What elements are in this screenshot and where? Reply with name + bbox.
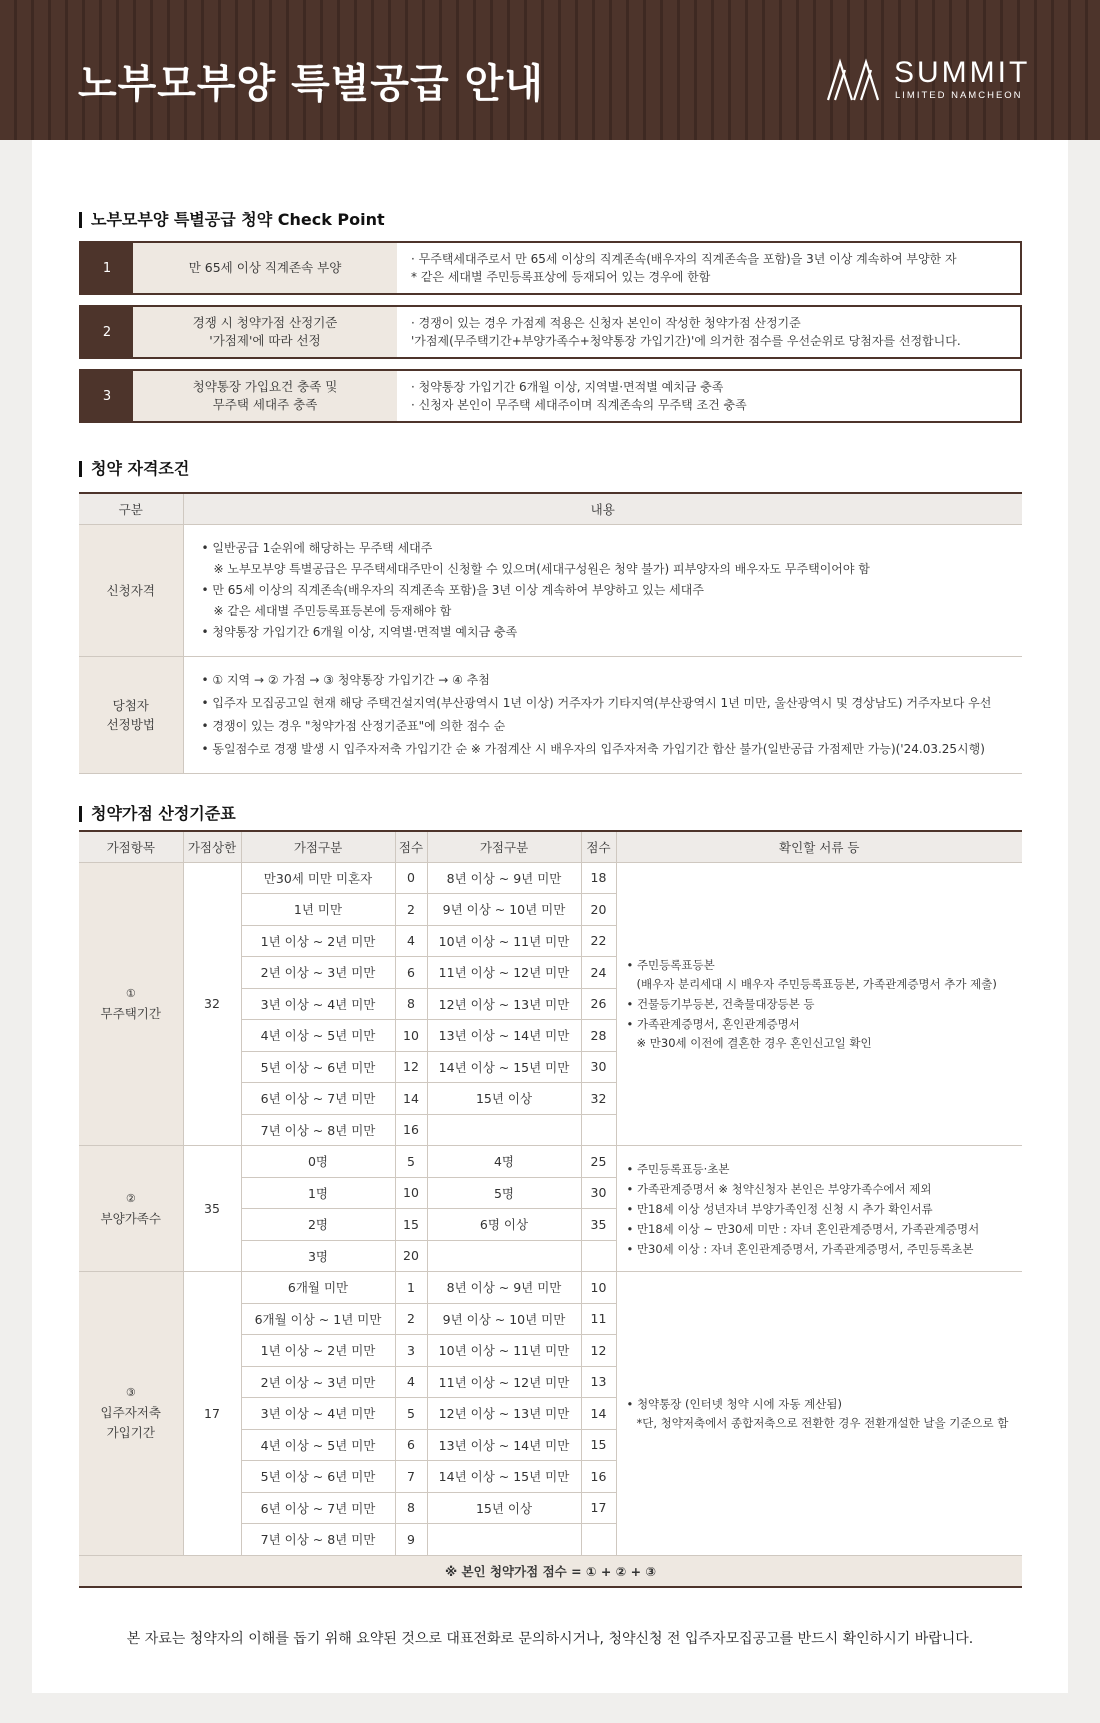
score-points: 8 [395,1492,427,1524]
eligibility-category [79,524,183,656]
checkpoint-number: 1 [81,243,133,293]
score-criteria: 1년 이상 ~ 2년 미만 [241,1335,395,1367]
checkpoint-number: 3 [81,371,133,421]
score-points: 32 [581,1083,616,1115]
document-line: • 만30세 이상 : 자녀 혼인관계증명서, 가족관계증명서, 주민등록초본 [626,1241,974,1256]
document-line: • 만18세 이상 ~ 만30세 미만 : 자녀 혼인관계증명서, 가족관계증명서 [626,1221,980,1236]
eligibility-table [79,492,1022,774]
score-points: 1 [395,1272,427,1304]
eligibility-line: • 만 65세 이상의 직계존속(배우자의 직계존속 포함)을 3년 이상 계속하여 부양하고 있는 세대주 [201,582,704,597]
score-category-name: 무주택기간 [100,1005,161,1021]
score-criteria: 12년 이상 ~ 13년 미만 [427,1398,581,1430]
score-points: 2 [395,1303,427,1335]
checkpoint-label-line: 청약통장 가입요건 충족 및 [192,379,338,394]
score-points: 2 [395,894,427,926]
score-criteria: 2년 이상 ~ 3년 미만 [241,1366,395,1398]
footer-notice: 본 자료는 청약자의 이해를 돕기 위해 요약된 것으로 대표전화로 문의하시거나, 청약신청 전 입주자모집공고를 반드시 확인하시기 바랍니다. [126,1631,974,1647]
score-points: 30 [581,1177,616,1209]
score-points: 5 [395,1398,427,1430]
score-documents [616,862,1022,1146]
document-line: • 청약통장 (인터넷 청약 시에 자동 계산됨) [626,1396,842,1411]
score-total-row [79,1555,1022,1587]
checkpoint-row [79,241,1022,295]
checkpoint-number: 2 [81,307,133,357]
score-criteria: 7년 이상 ~ 8년 미만 [241,1114,395,1146]
score-criteria: 11년 이상 ~ 12년 미만 [427,957,581,989]
score-header-cell: 점수 [395,831,427,862]
score-header-cell: 가점구분 [427,831,581,862]
eligibility-header-category: 구분 [79,493,183,524]
score-criteria: 2년 이상 ~ 3년 미만 [241,957,395,989]
document-line: *단, 청약저축에서 종합저축으로 전환한 경우 전환개설한 날을 기준으로 함 [636,1415,1009,1430]
checkpoint-label [133,243,397,293]
score-points: 25 [581,1146,616,1178]
score-row [79,1146,1022,1178]
score-category-name: 입주자저축 [100,1405,161,1421]
eligibility-line: • ① 지역 → ② 가점 → ③ 청약통장 가입기간 → ④ 추첨 [201,672,490,687]
checkpoint-description-line: '가점제(무주택기간+부양가족수+청약통장 가입기간)'에 의거한 점수를 우선순위로 당첨자를 선정합니다. [411,334,961,348]
eligibility-category [79,656,183,773]
eligibility-row [79,656,1022,773]
score-points: 10 [395,1177,427,1209]
score-criteria: 2명 [241,1209,395,1241]
score-criteria: 7년 이상 ~ 8년 미만 [241,1524,395,1556]
score-criteria: 1년 이상 ~ 2년 미만 [241,925,395,957]
score-points: 3 [395,1335,427,1367]
score-header-cell: 가점항목 [79,831,183,862]
brand-name: SUMMIT [894,56,1031,89]
score-points: 28 [581,1020,616,1052]
eligibility-row [79,524,1022,656]
score-category-mark: ① [125,986,136,1000]
score-criteria: 9년 이상 ~ 10년 미만 [427,894,581,926]
score-points: 14 [395,1083,427,1115]
score-points [581,1524,616,1556]
score-criteria: 12년 이상 ~ 13년 미만 [427,988,581,1020]
checkpoint-label-line: '가점제'에 따라 선정 [209,333,321,348]
document-line: • 만18세 이상 성년자녀 부양가족인정 신청 시 추가 확인서류 [626,1201,933,1216]
score-header-cell: 확인할 서류 등 [616,831,1022,862]
score-criteria: 1명 [241,1177,395,1209]
score-points [581,1240,616,1272]
score-points: 6 [395,957,427,989]
score-criteria: 8년 이상 ~ 9년 미만 [427,1272,581,1304]
checkpoint-description-line: · 신청자 본인이 무주택 세대주이며 직계존속의 무주택 조건 충족 [411,398,747,412]
eligibility-line: ※ 노부모부양 특별공급은 무주택세대주만이 신청할 수 있으며(세대구성원은 청약 불가) 피부양자의 배우자도 무주택이어야 함 [213,561,870,576]
score-points: 12 [581,1335,616,1367]
score-criteria: 5명 [427,1177,581,1209]
score-criteria: 0명 [241,1146,395,1178]
score-criteria: 4명 [427,1146,581,1178]
score-criteria [427,1240,581,1272]
checkpoint-label-line: 경쟁 시 청약가점 산정기준 [192,315,338,330]
checkpoint-description [411,243,1014,293]
score-criteria: 13년 이상 ~ 14년 미만 [427,1020,581,1052]
header-banner [0,0,1100,140]
score-table-title: 청약가점 산정기준표 [79,806,236,822]
score-points: 20 [395,1240,427,1272]
score-criteria: 5년 이상 ~ 6년 미만 [241,1461,395,1493]
score-points: 4 [395,1366,427,1398]
score-criteria: 6개월 이상 ~ 1년 미만 [241,1303,395,1335]
checkpoint-label-line: 만 65세 이상 직계존속 부양 [188,260,342,275]
checkpoint-description-line: · 경쟁이 있는 경우 가점제 적용은 신청자 본인이 작성한 청약가점 산정기준 [411,316,801,330]
score-category [79,1146,183,1272]
score-points: 26 [581,988,616,1020]
eligibility-line: • 경쟁이 있는 경우 "청약가점 산정기준표"에 의한 점수 순 [201,718,506,733]
score-documents [616,1272,1022,1556]
score-criteria: 14년 이상 ~ 15년 미만 [427,1051,581,1083]
score-criteria: 8년 이상 ~ 9년 미만 [427,862,581,894]
score-criteria: 3명 [241,1240,395,1272]
score-criteria: 1년 미만 [241,894,395,926]
score-points: 8 [395,988,427,1020]
score-criteria: 6년 이상 ~ 7년 미만 [241,1492,395,1524]
eligibility-line: • 입주자 모집공고일 현재 해당 주택건설지역(부산광역시 1년 이상) 거주자가 기타지역(부산광역시 1년 미만, 울산광역시 및 경상남도) 거주자보다 우선 [201,695,992,710]
score-criteria: 6개월 미만 [241,1272,395,1304]
score-category-name: 가입기간 [106,1425,155,1441]
score-points: 20 [581,894,616,926]
score-points: 9 [395,1524,427,1556]
eligibility-line: • 동일점수로 경쟁 발생 시 입주자저축 가입기간 순 ※ 가점계산 시 배우자의 입주자저축 가입기간 합산 불가(일반공급 가점제만 가능)('24.03.25시행) [201,741,985,756]
score-criteria: 15년 이상 [427,1492,581,1524]
score-header-cell: 가점상한 [183,831,241,862]
score-criteria: 6명 이상 [427,1209,581,1241]
eligibility-line: ※ 같은 세대별 주민등록표등본에 등재해야 함 [213,603,452,618]
document-line: • 가족관계증명서, 혼인관계증명서 [626,1016,800,1031]
score-points: 10 [581,1272,616,1304]
score-header-cell: 가점구분 [241,831,395,862]
checkpoint-label [133,371,397,421]
score-criteria: 만30세 미만 미혼자 [241,862,395,894]
eligibility-header-content: 내용 [183,493,1022,524]
page-title: 노부모부양 특별공급 안내 [78,61,544,107]
score-criteria: 4년 이상 ~ 5년 미만 [241,1429,395,1461]
document-line: • 건물등기부등본, 건축물대장등본 등 [626,996,815,1011]
score-points: 15 [395,1209,427,1241]
eligibility-category-line: 선정방법 [106,716,155,732]
score-points: 15 [581,1429,616,1461]
score-points: 17 [581,1492,616,1524]
score-criteria: 11년 이상 ~ 12년 미만 [427,1366,581,1398]
score-documents [616,1146,1022,1272]
eligibility-category-line: 신청자격 [106,582,155,598]
checkpoint-title: 노부모부양 특별공급 청약 Check Point [79,212,385,228]
checkpoint-label [133,307,397,357]
document-line: • 주민등록표등본 [626,957,715,972]
score-total: ※ 본인 청약가점 점수 = ① + ② + ③ [79,1555,1022,1587]
document-line: • 가족관계증명서 ※ 청약신청자 본인은 부양가족수에서 제외 [626,1181,932,1196]
score-criteria: 15년 이상 [427,1083,581,1115]
score-points: 35 [581,1209,616,1241]
score-points: 0 [395,862,427,894]
score-category-mark: ③ [125,1386,136,1400]
checkpoint-row [79,305,1022,359]
score-points: 30 [581,1051,616,1083]
checkpoint-row [79,369,1022,423]
score-criteria [427,1524,581,1556]
checkpoint-description [411,307,1014,357]
checkpoint-description-line: · 청약통장 가입기간 6개월 이상, 지역별·면적별 예치금 충족 [411,380,724,394]
score-max: 17 [183,1272,241,1556]
score-points: 22 [581,925,616,957]
summit-logo-icon [826,58,880,102]
score-criteria: 13년 이상 ~ 14년 미만 [427,1429,581,1461]
eligibility-content [183,524,1022,656]
score-category [79,862,183,1146]
score-points: 11 [581,1303,616,1335]
eligibility-content [183,656,1022,773]
document-line: ※ 만30세 이전에 결혼한 경우 혼인신고일 확인 [636,1035,872,1050]
score-row [79,862,1022,894]
checkpoint-description-line: * 같은 세대별 주민등록표상에 등재되어 있는 경우에 한함 [411,270,711,284]
score-criteria: 5년 이상 ~ 6년 미만 [241,1051,395,1083]
score-criteria: 3년 이상 ~ 4년 미만 [241,988,395,1020]
score-points: 14 [581,1398,616,1430]
score-category [79,1272,183,1556]
score-points [581,1114,616,1146]
score-points: 18 [581,862,616,894]
score-criteria: 14년 이상 ~ 15년 미만 [427,1461,581,1493]
score-max: 35 [183,1146,241,1272]
eligibility-line: • 청약통장 가입기간 6개월 이상, 지역별·면적별 예치금 충족 [201,624,518,639]
score-points: 12 [395,1051,427,1083]
score-points: 10 [395,1020,427,1052]
eligibility-title: 청약 자격조건 [79,461,189,477]
eligibility-line: • 일반공급 1순위에 해당하는 무주택 세대주 [201,540,433,555]
score-header-cell: 점수 [581,831,616,862]
score-criteria: 9년 이상 ~ 10년 미만 [427,1303,581,1335]
document-line: • 주민등록표등·초본 [626,1161,730,1176]
score-points: 4 [395,925,427,957]
score-points: 24 [581,957,616,989]
score-criteria-table [79,830,1022,1588]
document-line: (배우자 분리세대 시 배우자 주민등록표등본, 가족관계증명서 추가 제출) [636,976,997,991]
score-criteria: 4년 이상 ~ 5년 미만 [241,1020,395,1052]
score-points: 7 [395,1461,427,1493]
score-points: 13 [581,1366,616,1398]
brand-subtitle: LIMITED NAMCHEON [895,90,1023,101]
score-points: 16 [395,1114,427,1146]
checkpoint-description [411,371,1014,421]
score-criteria: 3년 이상 ~ 4년 미만 [241,1398,395,1430]
score-max: 32 [183,862,241,1146]
score-criteria: 10년 이상 ~ 11년 미만 [427,925,581,957]
eligibility-category-line: 당첨자 [112,697,149,713]
checkpoint-description-line: · 무주택세대주로서 만 65세 이상의 직계존속(배우자의 직계존속을 포함)을 3년 이상 계속하여 부양한 자 [411,252,957,266]
checkpoint-label-line: 무주택 세대주 충족 [212,397,318,412]
score-points: 5 [395,1146,427,1178]
score-criteria [427,1114,581,1146]
score-category-mark: ② [125,1191,136,1205]
score-criteria: 10년 이상 ~ 11년 미만 [427,1335,581,1367]
score-points: 16 [581,1461,616,1493]
score-criteria: 6년 이상 ~ 7년 미만 [241,1083,395,1115]
score-category-name: 부양가족수 [100,1210,161,1226]
score-points: 6 [395,1429,427,1461]
score-row [79,1272,1022,1304]
